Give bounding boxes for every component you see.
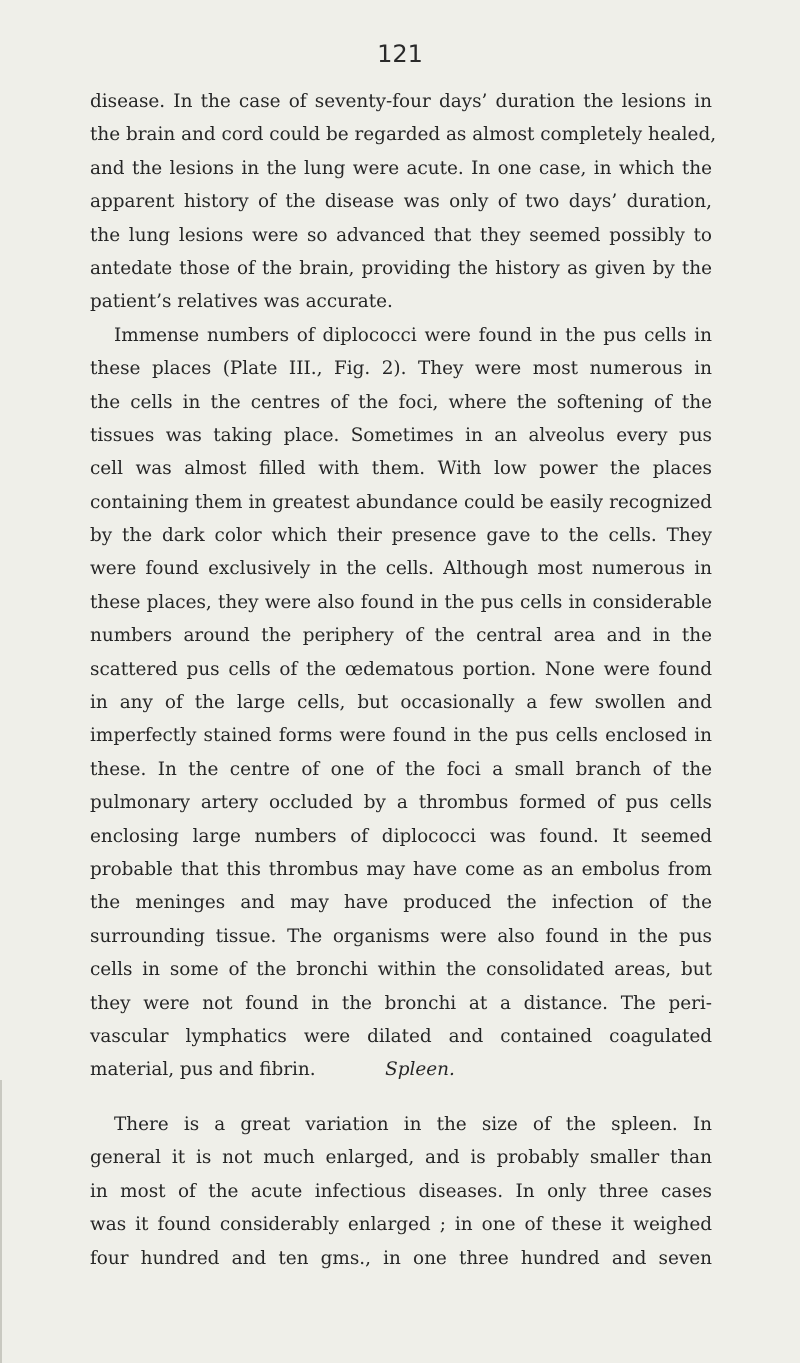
text-line: enclosing large numbers of diplococci was found. It seemed bbox=[90, 825, 712, 847]
section-heading-spleen: Spleen. bbox=[385, 1059, 455, 1080]
text-line: probable that this thrombus may have come as an embolus from bbox=[90, 858, 712, 880]
page-edge-shadow bbox=[0, 1080, 2, 1363]
text-line: these places (Plate III., Fig. 2). They were most numerous in bbox=[90, 358, 712, 380]
text-line: material, pus and fibrin. bbox=[90, 1059, 316, 1081]
text-line: these. In the centre of one of the foci a small branch of the bbox=[90, 758, 712, 780]
text-line: was it found considerably enlarged ; in one of these it weighed bbox=[90, 1214, 712, 1236]
paragraph-spleen-size bbox=[90, 1108, 712, 1275]
text-line: in most of the acute infectious diseases. In only three cases bbox=[90, 1180, 712, 1202]
text-line: apparent history of the disease was only of two days’ duration, bbox=[90, 191, 712, 213]
text-line: numbers around the periphery of the central area and in the bbox=[90, 625, 712, 647]
text-line: cells in some of the bronchi within the consolidated areas, but bbox=[90, 959, 712, 981]
text-line: the brain and cord could be regarded as almost completely healed, bbox=[90, 124, 717, 146]
text-line: Immense numbers of diplococci were found in the pus cells in bbox=[114, 324, 712, 346]
text-line: by the dark color which their presence gave to the cells. They bbox=[90, 525, 712, 547]
text-line: the cells in the centres of the foci, where the softening of the bbox=[90, 391, 712, 413]
text-line: scattered pus cells of the œdematous portion. None were found bbox=[90, 658, 712, 680]
text-line: pulmonary artery occluded by a thrombus formed of pus cells bbox=[90, 792, 712, 814]
body-text-lower bbox=[90, 1108, 712, 1275]
text-line: in any of the large cells, but occasionally a few swollen and bbox=[90, 692, 712, 714]
text-line: cell was almost filled with them. With low power the places bbox=[90, 458, 712, 480]
text-line: patient’s relatives was accurate. bbox=[90, 291, 393, 313]
text-line: imperfectly stained forms were found in the pus cells enclosed in bbox=[90, 725, 712, 747]
text-line: vascular lymphatics were dilated and contained coagulated bbox=[90, 1025, 712, 1047]
text-line: containing them in greatest abundance could be easily recognized bbox=[90, 491, 712, 513]
text-line: the lung lesions were so advanced that they seemed possibly to bbox=[90, 224, 712, 246]
text-line: four hundred and ten gms., in one three hundred and seven bbox=[90, 1247, 712, 1269]
paragraph-diplococci bbox=[90, 319, 712, 1087]
body-text-upper bbox=[90, 85, 717, 1087]
text-line: these places, they were also found in the pus cells in considerable bbox=[90, 591, 712, 613]
paragraph-lesions-duration bbox=[90, 85, 717, 319]
text-line: general it is not much enlarged, and is probably smaller than bbox=[90, 1147, 712, 1169]
text-line: antedate those of the brain, providing the history as given by the bbox=[90, 257, 712, 279]
text-line: and the lesions in the lung were acute. In one case, in which the bbox=[90, 157, 712, 179]
text-line: they were not found in the bronchi at a distance. The peri- bbox=[90, 992, 712, 1014]
text-line: disease. In the case of seventy-four days’ duration the lesions in bbox=[90, 91, 712, 112]
page-number: 121 bbox=[377, 40, 423, 68]
text-line: were found exclusively in the cells. Although most numerous in bbox=[90, 558, 712, 580]
text-line: the meninges and may have produced the infection of the bbox=[90, 892, 712, 914]
text-line: There is a great variation in the size of the spleen. In bbox=[114, 1114, 712, 1135]
text-line: tissues was taking place. Sometimes in an alveolus every pus bbox=[90, 424, 712, 446]
text-line: surrounding tissue. The organisms were also found in the pus bbox=[90, 925, 712, 947]
